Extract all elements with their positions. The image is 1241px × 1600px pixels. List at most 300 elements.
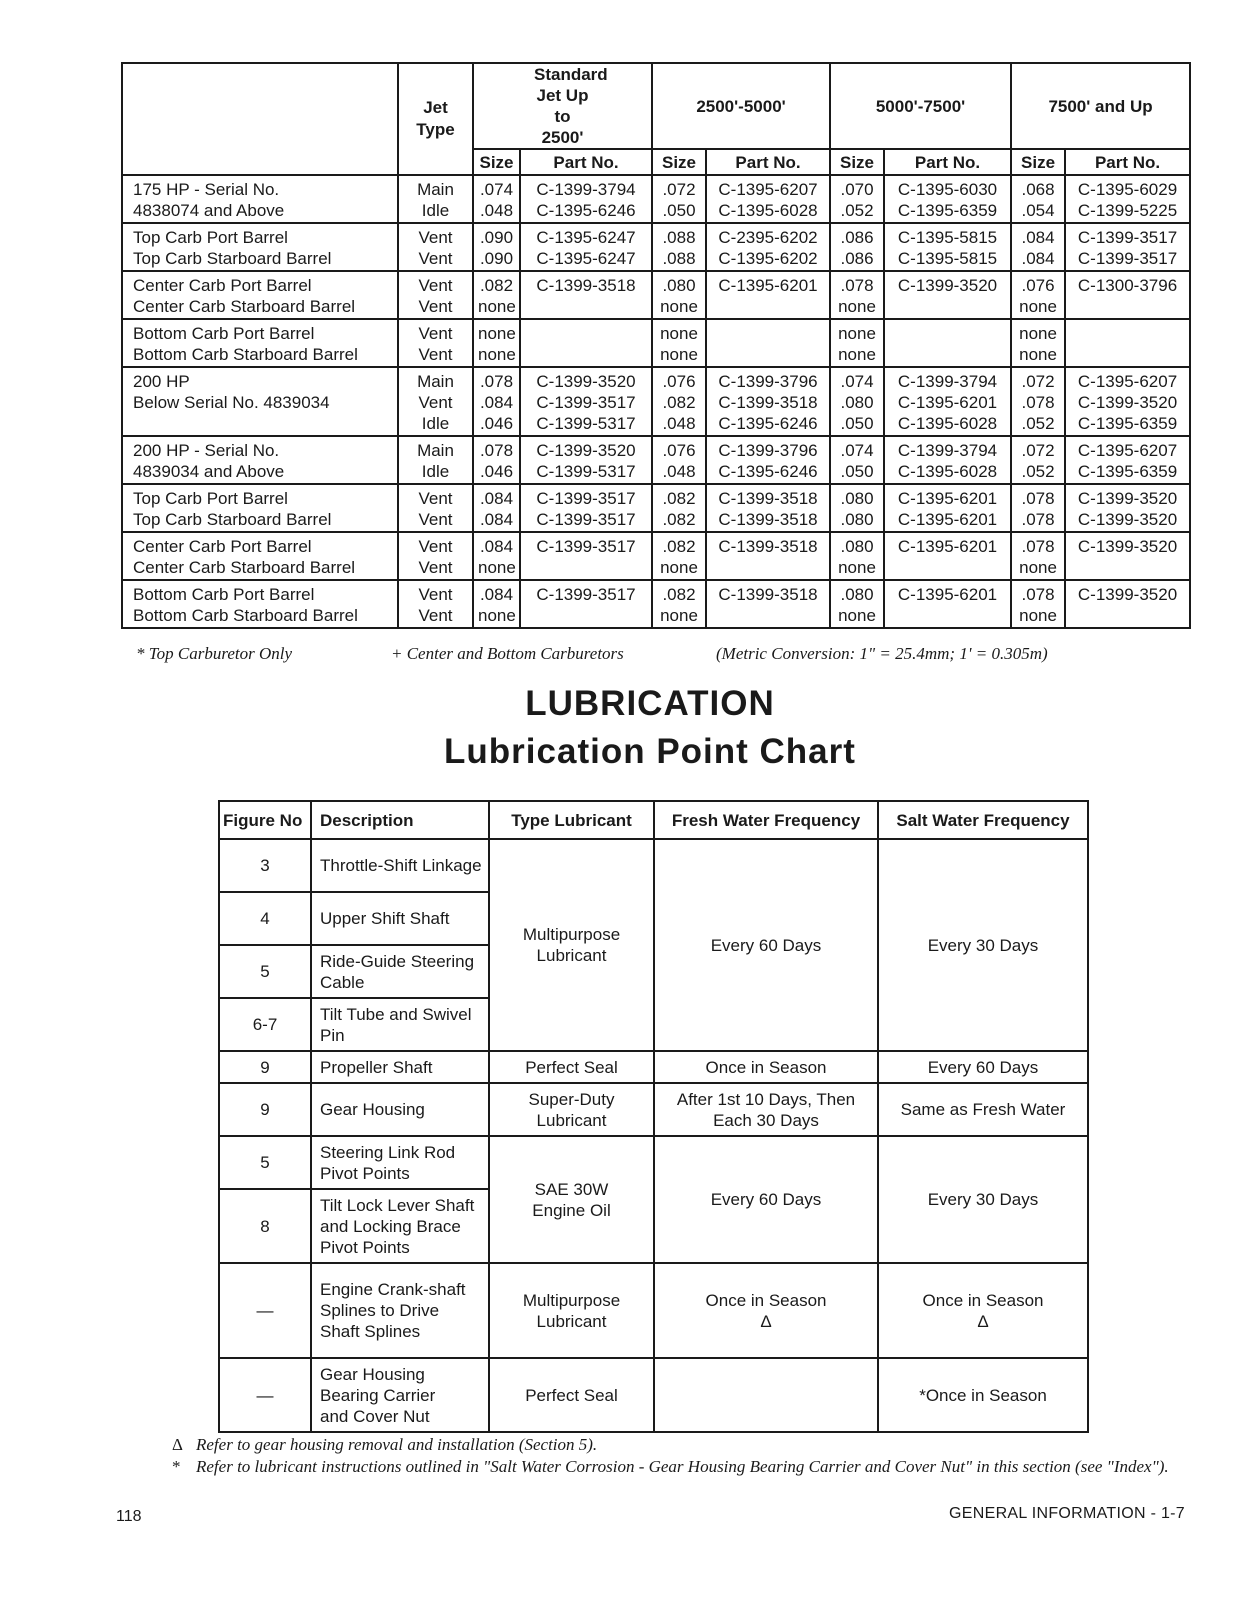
table-row bbox=[219, 1358, 1088, 1432]
size: none bbox=[660, 324, 698, 343]
triangle-icon: Δ bbox=[760, 1311, 772, 1331]
jet-type: Vent bbox=[418, 228, 453, 247]
jet-type-cell bbox=[398, 271, 473, 319]
jet-type: Idle bbox=[421, 414, 450, 433]
description: Upper Shift Shaft bbox=[311, 892, 489, 945]
size: .080 bbox=[840, 489, 874, 508]
part-no bbox=[1070, 605, 1185, 626]
part-no: C-1399-3517 bbox=[1077, 249, 1178, 268]
footnote-top-carburetor: * Top Carburetor Only bbox=[136, 644, 293, 663]
part-no: C-1395-6201 bbox=[897, 537, 998, 556]
group-header-2500-5000: 2500'-5000' bbox=[652, 63, 830, 149]
salt-water-frequency: *Once in Season bbox=[878, 1358, 1088, 1432]
salt-water-frequency: Same as Fresh Water bbox=[878, 1083, 1088, 1136]
jet-type: Vent bbox=[418, 558, 453, 577]
part-no: C-2395-6202 bbox=[718, 228, 818, 247]
group-header-standard: Standard Jet Up to 2500' bbox=[473, 63, 652, 149]
part-no: C-1395-6207 bbox=[1077, 441, 1178, 460]
size: .082 bbox=[662, 393, 696, 412]
table-row bbox=[219, 1136, 1088, 1189]
lubrication-notes bbox=[172, 1434, 1172, 1478]
jet-type-cell bbox=[398, 484, 473, 532]
size: none bbox=[838, 606, 876, 625]
size: none bbox=[660, 558, 698, 577]
part-no-cell bbox=[1065, 367, 1190, 436]
part-no: C-1399-3796 bbox=[718, 372, 818, 391]
figure-no: 3 bbox=[219, 839, 311, 892]
jet-type: Vent bbox=[418, 606, 453, 625]
figure-no: 5 bbox=[219, 945, 311, 998]
row-label: Center Carb Port Barrel bbox=[133, 537, 312, 556]
part-no bbox=[1070, 323, 1185, 344]
row-label-cell bbox=[122, 175, 398, 223]
size: .088 bbox=[662, 228, 696, 247]
table-row bbox=[219, 1051, 1088, 1083]
part-no: C-1395-6029 bbox=[1077, 180, 1178, 199]
figure-no: — bbox=[219, 1263, 311, 1358]
size: .048 bbox=[662, 462, 696, 481]
size-cell bbox=[473, 223, 520, 271]
description: Gear Housing bbox=[311, 1083, 489, 1136]
size-subheader: Size bbox=[473, 149, 520, 175]
page-number: 118 bbox=[116, 1508, 142, 1525]
part-no bbox=[1070, 344, 1185, 365]
jet-type: Idle bbox=[421, 201, 450, 220]
type-lubricant: Multipurpose Lubricant bbox=[489, 839, 654, 1051]
size: none bbox=[838, 297, 876, 316]
size: .080 bbox=[840, 393, 874, 412]
part-no: C-1395-6201 bbox=[897, 510, 998, 529]
size-cell bbox=[652, 532, 706, 580]
part-no-cell bbox=[706, 484, 830, 532]
size-cell bbox=[473, 436, 520, 484]
size: .080 bbox=[840, 510, 874, 529]
size: none bbox=[1019, 558, 1057, 577]
triangle-icon: Δ bbox=[977, 1311, 989, 1331]
row-label: Below Serial No. 4839034 bbox=[133, 393, 330, 412]
jet-type: Idle bbox=[421, 462, 450, 481]
row-label: Top Carb Port Barrel bbox=[133, 228, 288, 247]
size-cell bbox=[830, 271, 884, 319]
size: none bbox=[478, 558, 516, 577]
part-no: C-1399-5317 bbox=[536, 414, 636, 433]
part-no: C-1395-6247 bbox=[536, 249, 636, 268]
table-row bbox=[122, 223, 1190, 271]
size-cell bbox=[652, 484, 706, 532]
part-no bbox=[889, 557, 1006, 578]
row-label: Center Carb Starboard Barrel bbox=[133, 558, 356, 577]
part-no-cell bbox=[706, 436, 830, 484]
part-no: C-1399-3517 bbox=[1077, 228, 1178, 247]
fresh-water-frequency bbox=[654, 1358, 878, 1432]
part-no-cell bbox=[706, 175, 830, 223]
size-cell bbox=[1011, 319, 1065, 367]
part-no: C-1395-6201 bbox=[897, 585, 998, 604]
part-no: C-1399-3520 bbox=[1077, 393, 1178, 412]
row-label: Bottom Carb Port Barrel bbox=[133, 585, 315, 604]
size: .074 bbox=[840, 441, 874, 460]
type-lubricant: Perfect Seal bbox=[489, 1358, 654, 1432]
part-no-cell bbox=[706, 271, 830, 319]
size: none bbox=[838, 558, 876, 577]
type-lubricant-header: Type Lubricant bbox=[489, 801, 654, 839]
part-no-cell bbox=[884, 175, 1011, 223]
part-no-cell bbox=[520, 223, 652, 271]
part-no: C-1399-3518 bbox=[718, 489, 818, 508]
part-no-cell bbox=[884, 271, 1011, 319]
size-cell bbox=[1011, 223, 1065, 271]
jet-type-header: Jet Type bbox=[398, 63, 473, 175]
part-no: C-1399-3517 bbox=[536, 585, 636, 604]
part-no: C-1300-3796 bbox=[1077, 276, 1178, 295]
table-row bbox=[122, 484, 1190, 532]
size-cell bbox=[1011, 367, 1065, 436]
row-label: 200 HP bbox=[133, 372, 190, 391]
jet-table-blank-header bbox=[122, 63, 398, 175]
group-header-7500-up: 7500' and Up bbox=[1011, 63, 1190, 149]
description: Tilt Tube and Swivel Pin bbox=[311, 998, 489, 1051]
fresh-water-frequency: After 1st 10 Days, Then Each 30 Days bbox=[654, 1083, 878, 1136]
part-no: C-1399-3794 bbox=[536, 180, 636, 199]
figure-no: 9 bbox=[219, 1083, 311, 1136]
size: .084 bbox=[479, 489, 514, 508]
lubrication-point-table bbox=[218, 800, 1089, 1433]
part-no bbox=[1070, 296, 1185, 317]
part-no: C-1395-6246 bbox=[718, 462, 818, 481]
jet-type: Vent bbox=[418, 297, 453, 316]
jet-type-cell bbox=[398, 532, 473, 580]
figure-no: 9 bbox=[219, 1051, 311, 1083]
salt-water-frequency: Every 30 Days bbox=[878, 1136, 1088, 1263]
type-lubricant: Multipurpose Lubricant bbox=[489, 1263, 654, 1358]
table-row bbox=[122, 532, 1190, 580]
size: .052 bbox=[1021, 462, 1055, 481]
size: none bbox=[1019, 324, 1057, 343]
row-label: 175 HP - Serial No. bbox=[133, 180, 280, 199]
part-no: C-1395-6030 bbox=[897, 180, 998, 199]
size: .084 bbox=[479, 537, 514, 556]
part-no-cell bbox=[884, 367, 1011, 436]
size-cell bbox=[830, 367, 884, 436]
part-no bbox=[711, 344, 825, 365]
fresh-water-frequency: Once in Season bbox=[705, 1290, 827, 1310]
chart-title: Lubrication Point Chart bbox=[444, 732, 856, 771]
part-no: C-1395-6202 bbox=[718, 249, 818, 268]
part-no-cell bbox=[1065, 271, 1190, 319]
jet-table-header bbox=[122, 63, 1190, 175]
part-no-cell bbox=[1065, 175, 1190, 223]
description: Propeller Shaft bbox=[311, 1051, 489, 1083]
size: .050 bbox=[662, 201, 696, 220]
part-no-cell bbox=[520, 532, 652, 580]
part-no: C-1395-6201 bbox=[897, 489, 998, 508]
part-no-cell bbox=[706, 580, 830, 628]
part-no: C-1399-3520 bbox=[1077, 489, 1178, 508]
part-no-cell bbox=[884, 532, 1011, 580]
part-no: C-1395-5815 bbox=[897, 249, 998, 268]
size: none bbox=[1019, 297, 1057, 316]
type-lubricant: SAE 30W Engine Oil bbox=[489, 1136, 654, 1263]
size: .072 bbox=[662, 180, 696, 199]
jet-type-cell bbox=[398, 436, 473, 484]
size-cell bbox=[830, 175, 884, 223]
size: .078 bbox=[1021, 393, 1055, 412]
size: .078 bbox=[479, 372, 514, 391]
group-header-5000-7500: 5000'-7500' bbox=[830, 63, 1011, 149]
section-title: LUBRICATION bbox=[525, 684, 775, 723]
size-cell bbox=[473, 271, 520, 319]
size-cell bbox=[1011, 484, 1065, 532]
size: .084 bbox=[479, 393, 514, 412]
part-no-cell bbox=[884, 484, 1011, 532]
part-no: C-1395-6246 bbox=[536, 201, 636, 220]
lub-table-body bbox=[219, 839, 1088, 1432]
part-no-cell bbox=[520, 271, 652, 319]
size: .050 bbox=[840, 462, 874, 481]
part-no: C-1395-6028 bbox=[897, 414, 998, 433]
part-no-cell bbox=[520, 580, 652, 628]
part-no: C-1399-3520 bbox=[897, 276, 998, 295]
figure-no: 8 bbox=[219, 1189, 311, 1263]
size: .074 bbox=[479, 180, 514, 199]
description-header: Description bbox=[311, 801, 489, 839]
size: .086 bbox=[840, 249, 874, 268]
size: .046 bbox=[479, 414, 514, 433]
size-cell bbox=[652, 436, 706, 484]
part-no-cell bbox=[706, 532, 830, 580]
part-no: C-1395-6028 bbox=[718, 201, 818, 220]
part-no-subheader: Part No. bbox=[884, 149, 1011, 175]
part-no: C-1399-3520 bbox=[536, 441, 636, 460]
part-no-cell bbox=[1065, 223, 1190, 271]
part-no: C-1399-3796 bbox=[718, 441, 818, 460]
size-cell bbox=[473, 367, 520, 436]
size: .048 bbox=[479, 201, 514, 220]
fresh-water-header: Fresh Water Frequency bbox=[654, 801, 878, 839]
salt-water-frequency: Once in Season bbox=[922, 1290, 1044, 1310]
part-no: C-1399-3517 bbox=[536, 489, 636, 508]
part-no-cell bbox=[520, 484, 652, 532]
size: .084 bbox=[479, 510, 514, 529]
row-label: Top Carb Starboard Barrel bbox=[133, 510, 332, 529]
part-no bbox=[1070, 557, 1185, 578]
row-label: 200 HP - Serial No. bbox=[133, 441, 280, 460]
size: .046 bbox=[479, 462, 514, 481]
note-salt-water bbox=[172, 1456, 1172, 1478]
size-cell bbox=[473, 532, 520, 580]
asterisk-icon: * bbox=[172, 1457, 181, 1476]
size: none bbox=[478, 324, 516, 343]
row-label: 4839034 and Above bbox=[133, 462, 285, 481]
part-no bbox=[525, 323, 647, 344]
part-no bbox=[525, 605, 647, 626]
size-cell bbox=[473, 580, 520, 628]
part-no-cell bbox=[520, 367, 652, 436]
description: Engine Crank-shaft Splines to Drive Shaft Splines bbox=[311, 1263, 489, 1358]
size-cell bbox=[652, 367, 706, 436]
jet-type-cell bbox=[398, 367, 473, 436]
part-no-cell bbox=[884, 319, 1011, 367]
part-no: C-1399-3520 bbox=[1077, 510, 1178, 529]
description: Steering Link Rod Pivot Points bbox=[311, 1136, 489, 1189]
size: .052 bbox=[840, 201, 874, 220]
size: .054 bbox=[1021, 201, 1055, 220]
size-cell bbox=[652, 319, 706, 367]
jet-type: Main bbox=[417, 180, 454, 199]
size: none bbox=[660, 297, 698, 316]
figure-no-header: Figure No bbox=[219, 801, 311, 839]
description: Ride-Guide Steering Cable bbox=[311, 945, 489, 998]
part-no: C-1399-3518 bbox=[718, 537, 818, 556]
figure-no: — bbox=[219, 1358, 311, 1432]
part-no-cell bbox=[884, 223, 1011, 271]
size-cell bbox=[830, 580, 884, 628]
size-cell bbox=[1011, 436, 1065, 484]
part-no: C-1395-6359 bbox=[897, 201, 998, 220]
row-label: Bottom Carb Port Barrel bbox=[133, 324, 315, 343]
size-cell bbox=[652, 223, 706, 271]
part-no: C-1395-6028 bbox=[897, 462, 998, 481]
table-row bbox=[219, 1083, 1088, 1136]
size: none bbox=[478, 606, 516, 625]
jet-type: Vent bbox=[418, 510, 453, 529]
figure-no: 6-7 bbox=[219, 998, 311, 1051]
jet-type-cell bbox=[398, 175, 473, 223]
row-label: 4838074 and Above bbox=[133, 201, 285, 220]
salt-water-frequency: Every 60 Days bbox=[878, 1051, 1088, 1083]
size: none bbox=[478, 345, 516, 364]
part-no bbox=[525, 296, 647, 317]
part-no bbox=[711, 296, 825, 317]
row-label-cell bbox=[122, 223, 398, 271]
note-text: Refer to gear housing removal and installation (Section 5). bbox=[196, 1435, 598, 1454]
part-no-cell bbox=[706, 223, 830, 271]
part-no-cell bbox=[706, 319, 830, 367]
size: .078 bbox=[1021, 489, 1055, 508]
size: .076 bbox=[662, 372, 696, 391]
lubrication-table-wrapper bbox=[218, 800, 1087, 1433]
part-no bbox=[711, 557, 825, 578]
part-no-cell bbox=[520, 175, 652, 223]
size: .090 bbox=[479, 228, 514, 247]
jet-type: Vent bbox=[418, 537, 453, 556]
part-no: C-1395-6207 bbox=[1077, 372, 1178, 391]
row-label-cell bbox=[122, 436, 398, 484]
size: .080 bbox=[662, 276, 696, 295]
part-no: C-1399-3517 bbox=[536, 393, 636, 412]
part-no: C-1399-3518 bbox=[536, 276, 636, 295]
description: Gear Housing Bearing Carrier and Cover Nut bbox=[311, 1358, 489, 1432]
part-no-cell bbox=[706, 367, 830, 436]
part-no-subheader: Part No. bbox=[706, 149, 830, 175]
part-no bbox=[889, 296, 1006, 317]
size-cell bbox=[473, 175, 520, 223]
size: .068 bbox=[1021, 180, 1055, 199]
part-no-cell bbox=[1065, 436, 1190, 484]
type-lubricant: Perfect Seal bbox=[489, 1051, 654, 1083]
part-no-cell bbox=[884, 436, 1011, 484]
size: .084 bbox=[479, 585, 514, 604]
part-no-cell bbox=[520, 436, 652, 484]
part-no bbox=[525, 344, 647, 365]
part-no-cell bbox=[1065, 580, 1190, 628]
size: .090 bbox=[479, 249, 514, 268]
size: .078 bbox=[1021, 510, 1055, 529]
size: .070 bbox=[840, 180, 874, 199]
size-cell bbox=[473, 319, 520, 367]
part-no: C-1399-3518 bbox=[718, 510, 818, 529]
row-label: Center Carb Port Barrel bbox=[133, 276, 312, 295]
part-no: C-1399-3794 bbox=[897, 372, 998, 391]
jet-type: Vent bbox=[418, 585, 453, 604]
part-no-cell bbox=[1065, 484, 1190, 532]
part-no: C-1395-6247 bbox=[536, 228, 636, 247]
size: .082 bbox=[662, 489, 696, 508]
size: .078 bbox=[840, 276, 874, 295]
table-row bbox=[219, 1263, 1088, 1358]
jet-type: Main bbox=[417, 441, 454, 460]
size: .084 bbox=[1021, 249, 1055, 268]
jet-table-footnotes bbox=[136, 644, 1196, 666]
size: .080 bbox=[840, 537, 874, 556]
part-no bbox=[711, 605, 825, 626]
size-cell bbox=[830, 532, 884, 580]
size: .078 bbox=[1021, 537, 1055, 556]
footnote-metric-conversion: (Metric Conversion: 1" = 25.4mm; 1' = 0.305m) bbox=[716, 644, 1048, 663]
part-no: C-1395-5815 bbox=[897, 228, 998, 247]
size-cell bbox=[830, 484, 884, 532]
size: .048 bbox=[662, 414, 696, 433]
table-row bbox=[122, 175, 1190, 223]
part-no-cell bbox=[1065, 319, 1190, 367]
jet-type-cell bbox=[398, 580, 473, 628]
lub-table-header bbox=[219, 801, 1088, 839]
table-row bbox=[122, 580, 1190, 628]
row-label-cell bbox=[122, 367, 398, 436]
size: none bbox=[1019, 606, 1057, 625]
jet-type: Vent bbox=[418, 324, 453, 343]
size-subheader: Size bbox=[1011, 149, 1065, 175]
description: Throttle-Shift Linkage bbox=[311, 839, 489, 892]
size-cell bbox=[1011, 271, 1065, 319]
size-cell bbox=[652, 580, 706, 628]
size: none bbox=[838, 324, 876, 343]
size: .082 bbox=[662, 585, 696, 604]
row-label: Top Carb Port Barrel bbox=[133, 489, 288, 508]
figure-no: 4 bbox=[219, 892, 311, 945]
size: .076 bbox=[1021, 276, 1055, 295]
size: .076 bbox=[662, 441, 696, 460]
size-cell bbox=[830, 223, 884, 271]
part-no: C-1399-3517 bbox=[536, 510, 636, 529]
size: .088 bbox=[662, 249, 696, 268]
size: .084 bbox=[1021, 228, 1055, 247]
size-subheader: Size bbox=[830, 149, 884, 175]
size: none bbox=[660, 606, 698, 625]
part-no: C-1395-6207 bbox=[718, 180, 818, 199]
part-no: C-1395-6359 bbox=[1077, 414, 1178, 433]
size: .078 bbox=[479, 441, 514, 460]
size-cell bbox=[1011, 175, 1065, 223]
size: .082 bbox=[662, 537, 696, 556]
note-text: Refer to lubricant instructions outlined in "Salt Water Corrosion - Gear Housing Bearing Carrier and Cover Nut" in this section (see "Index"). bbox=[196, 1457, 1169, 1476]
jet-size-table-wrapper bbox=[121, 62, 1189, 629]
table-row bbox=[122, 367, 1190, 436]
jet-type: Vent bbox=[418, 249, 453, 268]
size: .078 bbox=[1021, 585, 1055, 604]
size-cell bbox=[652, 175, 706, 223]
size-cell bbox=[1011, 580, 1065, 628]
